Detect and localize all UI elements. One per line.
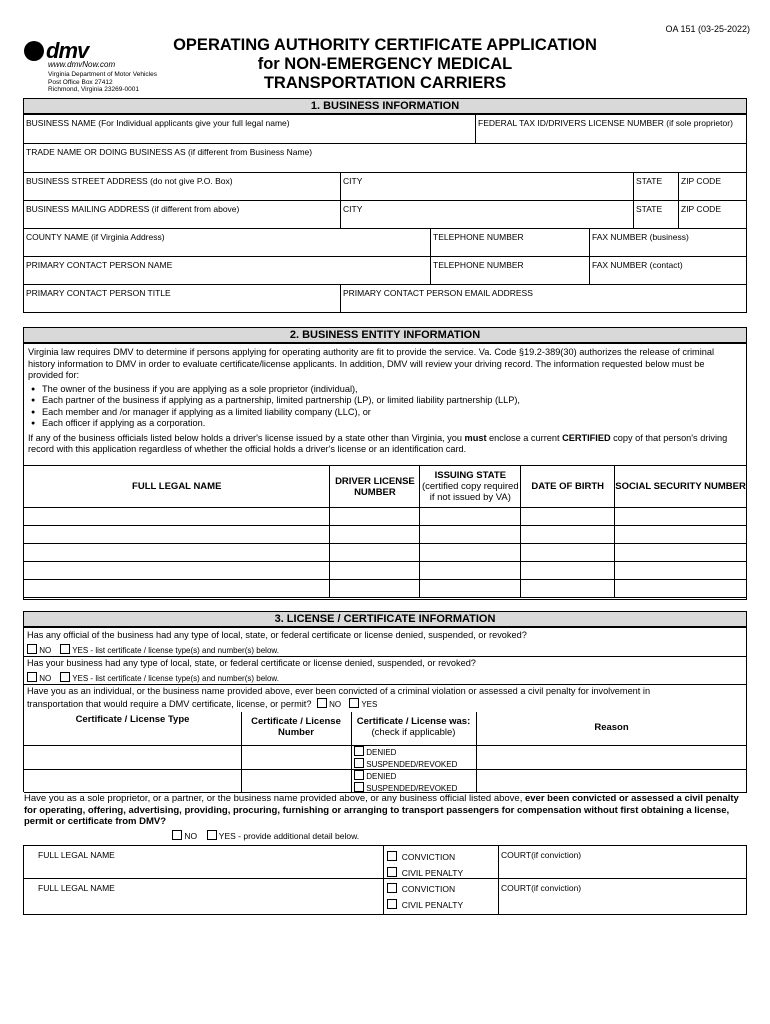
col-full-legal-name: FULL LEGAL NAME <box>24 466 330 508</box>
fax-business-field[interactable]: FAX NUMBER (business) <box>590 229 747 257</box>
q1-no-checkbox[interactable] <box>27 644 37 654</box>
denied-checkbox[interactable] <box>354 770 364 780</box>
logo-address: Virginia Department of Motor Vehicles Post Office Box 27412 Richmond, Virginia 23269-0001 <box>48 71 157 93</box>
business-info-section <box>23 114 747 313</box>
form-title: OPERATING AUTHORITY CERTIFICATE APPLICATION for NON-EMERGENCY MEDICAL TRANSPORTATION CARRIERS <box>173 36 597 92</box>
mailing-state-field[interactable]: STATE <box>634 201 679 229</box>
denied-checkbox[interactable] <box>354 746 364 756</box>
table-row: DENIED SUSPENDED/REVOKED <box>354 746 457 770</box>
contact-telephone-field[interactable]: TELEPHONE NUMBER <box>431 257 590 285</box>
court-field[interactable]: COURT(if conviction) <box>501 883 582 893</box>
court-field[interactable]: COURT(if conviction) <box>501 850 582 860</box>
table-row[interactable] <box>24 580 747 598</box>
q2-yes-checkbox[interactable] <box>60 672 70 682</box>
col-issuing-state: ISSUING STATE (certified copy required if not issued by VA) <box>420 466 521 508</box>
col-cert-was: Certificate / License was: (check if applicable) <box>356 716 471 738</box>
col-cert-number: Certificate / License Number <box>251 716 341 738</box>
business-name-field[interactable]: BUSINESS NAME (For Individual applicants give your full legal name) <box>24 115 476 144</box>
full-legal-name-field[interactable]: FULL LEGAL NAME <box>38 850 115 860</box>
table-row: DENIED SUSPENDED/REVOKED <box>354 770 457 794</box>
q3-yes-checkbox[interactable] <box>349 698 359 708</box>
conviction-checkbox[interactable] <box>387 883 397 893</box>
list-item: ● Each member and /or manager if applying as a limited liability company (LLC), or <box>28 407 742 419</box>
zip-field[interactable]: ZIP CODE <box>679 173 747 201</box>
list-item: ● Each officer if applying as a corporation. <box>28 418 742 430</box>
contact-title-field[interactable]: PRIMARY CONTACT PERSON TITLE <box>24 285 341 313</box>
entity-intro: Virginia law requires DMV to determine if persons applying for operating authority are fit to provide the service. Va. Code §19.2-389(30) authorizes the release of criminal history information to DMV in order to evaluate certificate/license applicants. In addition, DMV will review your driving record. The information requested below must be provided for: <box>28 347 715 380</box>
table-row[interactable] <box>24 544 747 562</box>
contact-name-field[interactable]: PRIMARY CONTACT PERSON NAME <box>24 257 431 285</box>
city-field[interactable]: CITY <box>341 173 634 201</box>
logo-url: www.dmvNow.com <box>48 60 116 69</box>
form-number: OA 151 (03-25-2022) <box>665 24 750 34</box>
q4-no-checkbox[interactable] <box>172 830 182 840</box>
street-address-field[interactable]: BUSINESS STREET ADDRESS (do not give P.O. Box) <box>24 173 341 201</box>
col-date-of-birth: DATE OF BIRTH <box>521 466 615 508</box>
section-3-heading: 3. LICENSE / CERTIFICATE INFORMATION <box>23 611 747 627</box>
q4-yes-checkbox[interactable] <box>207 830 217 840</box>
question-unlicensed-operation: Have you as a sole proprietor, or a partner, or the business name provided above, or any business official listed above, ever been convicted or assessed a civil penalty for operating, offering, advertising, providing, procuring, furnishing or arranging to transport passengers for compensation without first obtaining a license, permit or certificate from DMV? <box>24 793 739 827</box>
question-official-denied: Has any official of the business had any type of local, state, or federal certificate or license denied, suspended, or revoked? <box>27 630 527 640</box>
col-ssn: SOCIAL SECURITY NUMBER <box>615 466 747 508</box>
mailing-zip-field[interactable]: ZIP CODE <box>679 201 747 229</box>
certificate-table <box>24 712 747 793</box>
q3-no-checkbox[interactable] <box>317 698 327 708</box>
entity-bullet-list <box>24 382 746 430</box>
suspended-checkbox[interactable] <box>354 758 364 768</box>
civil-penalty-checkbox[interactable] <box>387 899 397 909</box>
business-entity-section <box>23 343 747 600</box>
suspended-checkbox[interactable] <box>354 782 364 792</box>
conviction-details: FULL LEGAL NAME CONVICTION CIVIL PENALTY COURT(if conviction) FULL LEGAL NAME CONVICTION CIVIL PENALTY COURT(if conviction) <box>23 845 747 915</box>
contact-email-field[interactable]: PRIMARY CONTACT PERSON EMAIL ADDRESS <box>343 288 533 298</box>
telephone-field[interactable]: TELEPHONE NUMBER <box>431 229 590 257</box>
dmv-swirl-icon <box>24 41 44 61</box>
table-row[interactable] <box>24 508 747 526</box>
fax-contact-field[interactable]: FAX NUMBER (contact) <box>590 257 747 285</box>
trade-name-field[interactable]: TRADE NAME OR DOING BUSINESS AS (if different from Business Name) <box>24 144 747 173</box>
q1-yes-checkbox[interactable] <box>60 644 70 654</box>
section-1-heading: 1. BUSINESS INFORMATION <box>23 98 747 114</box>
col-reason: Reason <box>594 722 629 733</box>
officials-table <box>23 465 747 598</box>
table-row[interactable] <box>24 562 747 580</box>
full-legal-name-field[interactable]: FULL LEGAL NAME <box>38 883 115 893</box>
state-field[interactable]: STATE <box>634 173 679 201</box>
logo-brand: dmv <box>46 38 89 63</box>
q2-no-checkbox[interactable] <box>27 672 37 682</box>
col-cert-type: Certificate / License Type <box>75 714 190 725</box>
list-item: ● Each partner of the business if applying as a partnership, limited partnership (LP), or limited liability partnership (LLP), <box>28 395 742 407</box>
table-row[interactable] <box>24 526 747 544</box>
mailing-city-field[interactable]: CITY <box>341 201 634 229</box>
col-driver-license: DRIVER LICENSE NUMBER <box>330 466 420 508</box>
section-2-heading: 2. BUSINESS ENTITY INFORMATION <box>23 327 747 343</box>
list-item: ● The owner of the business if you are applying as a sole proprietor (individual), <box>28 384 742 396</box>
question-convicted: Have you as an individual, or the business name provided above, ever been convicted of a criminal violation or assessed a civil penalty for involvement in <box>27 686 651 696</box>
conviction-checkbox[interactable] <box>387 851 397 861</box>
question-business-denied: Has your business had any type of local, state, or federal certificate or license denied, suspended, or revoked? <box>27 658 476 668</box>
license-info-section: Has any official of the business had any type of local, state, or federal certificate or license denied, suspended, or revoked? NO YES - list certificate / license type(s) and number(s) below. Has your business had any type of local, state, or federal certificate or license denied, suspended, or revoked? NO YES - list certificate / license type(s) and number(s) below. Have you as an individual, or the business name provided above, ever been convicted of a criminal violation or assessed a civil penalty for involvement in transportation that would require a DMV certificate, license, or permit? NO YES Certificate / License Type Certificate / License Number Certificate / License was: (check if applicable) Reason DENIED SUSPENDED/REVOKED DENIED SUSPENDED/REVOKED <box>23 627 747 792</box>
mailing-address-field[interactable]: BUSINESS MAILING ADDRESS (if different from above) <box>24 201 341 229</box>
county-field[interactable]: COUNTY NAME (if Virginia Address) <box>24 229 431 257</box>
out-of-state-note: If any of the business officials listed below holds a driver's license issued by a state other than Virginia, you must enclose a current CERTIFIED copy of that person's driving record with this application regardless of whether the official holds a driver's license or an identification card. <box>28 432 728 454</box>
civil-penalty-checkbox[interactable] <box>387 867 397 877</box>
federal-tax-id-field[interactable]: FEDERAL TAX ID/DRIVERS LICENSE NUMBER (if sole proprietor) <box>476 115 747 144</box>
